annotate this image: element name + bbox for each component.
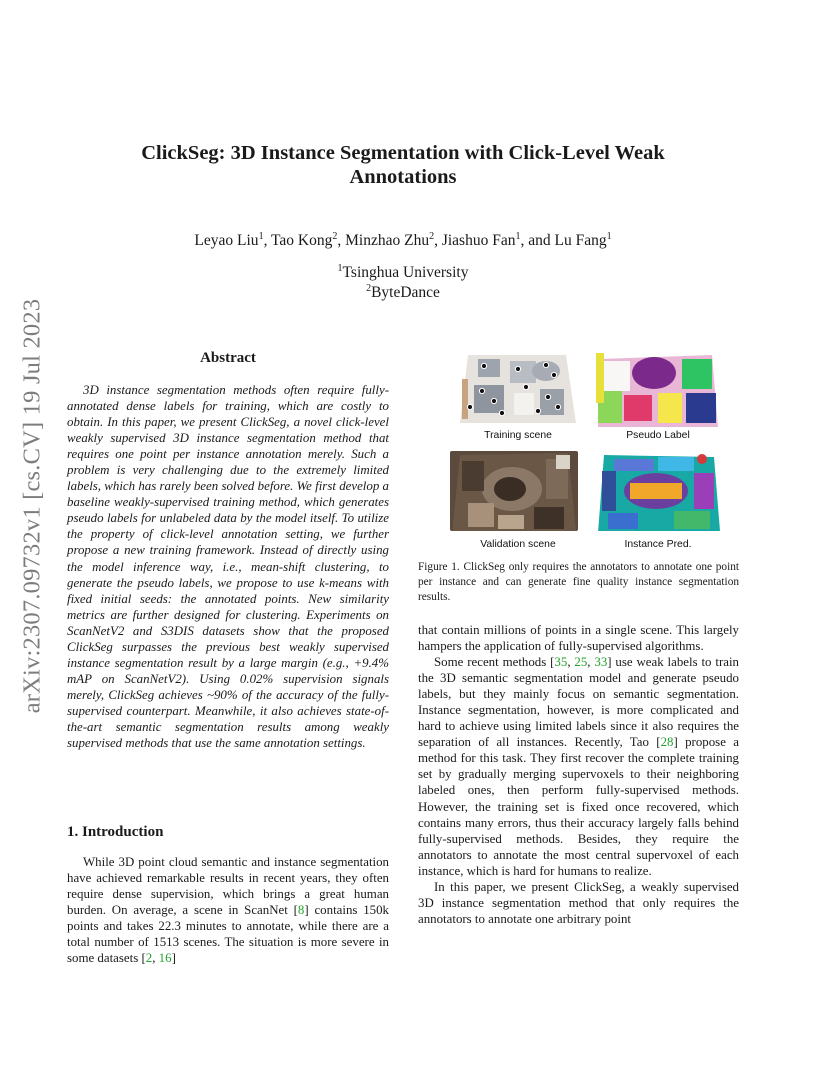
author-list: [100, 232, 706, 250]
section-heading-introduction: 1. Introduction: [67, 824, 164, 840]
paper-title: [100, 141, 706, 189]
author-affiliation-mark: 2: [332, 231, 338, 242]
figure-panel-validation-scene: [450, 451, 578, 531]
title-line-1: ClickSeg: 3D Instance Segmentation with Click-Level Weak: [141, 142, 665, 164]
author-affiliation-mark: 2: [429, 231, 435, 242]
text-run: ] contains 150k points and takes 22.3 minutes to annotate, while there are a total number of 1513 scenes. The situation is more severe in some datasets [: [67, 903, 389, 966]
author-separator: , and: [520, 232, 555, 249]
arxiv-stamp: [14, 296, 50, 716]
text-run: While 3D point cloud semantic and instance segmentation have achieved remarkable results in recent years, they often require dense supervision, which brings a great human burden. On average, a scene in ScanNet [: [67, 855, 389, 918]
author-separator: ,: [434, 232, 442, 249]
body-paragraph: [418, 654, 739, 879]
figure-panel-pseudo-label: [594, 351, 722, 431]
text-run: ,: [567, 655, 575, 670]
citation-link[interactable]: 16: [158, 951, 172, 966]
abstract-body: [67, 382, 389, 751]
author-name: Minzhao Zhu: [345, 232, 430, 249]
text-run: ] propose a method for this task. They first recover the complete training set by gradually merging supervoxels to their neighboring labeled ones, then perform fully-supervised methods. However, the training set is fixed once recovered, which contains many errors, thus their accuracy largely falls behind fully-supervised methods. Besides, they require the annotators to annotate the most central supervoxel of each instance, which is hard for humans to realize.: [418, 735, 739, 878]
text-run: that contain millions of points in a single scene. This largely hampers the application of fully-supervised algorithms.: [418, 623, 739, 654]
author-name: Tao Kong: [271, 232, 333, 249]
panel-caption-pseudo-label: Pseudo Label: [626, 430, 690, 441]
abstract-heading: Abstract: [200, 350, 256, 366]
intro-paragraph: [67, 854, 389, 966]
text-run: ] use weak labels to train the 3D semantic segmentation model and generate pseudo labels, but they mainly focus on semantic segmentation. Instance segmentation, however, is more complicated and hard to achieve using limited labels since it also requires the separation of all instances. Recently, Tao [: [418, 655, 739, 750]
affiliation-2: $^2$ByteDance: [366, 283, 440, 301]
introduction-body: [67, 854, 389, 966]
citation-link[interactable]: 25: [574, 655, 588, 670]
author-affiliation-mark: 1: [515, 231, 521, 242]
author-separator: ,: [263, 232, 272, 249]
citation-link[interactable]: 35: [554, 655, 568, 670]
author-affiliation-mark: 1: [258, 231, 264, 242]
author-separator: ,: [337, 232, 346, 249]
title-line-2: Annotations: [349, 166, 457, 188]
citation-link[interactable]: 33: [594, 655, 608, 670]
text-run: ]: [171, 951, 176, 966]
author-affiliation-mark: 1: [606, 231, 612, 242]
figure-caption-text: Figure 1. ClickSeg only requires the annotators to annotate one point per instance and can generate fine quality instance segmentation results.: [418, 561, 739, 603]
body-paragraph: [418, 622, 739, 654]
figure-panel-instance-prediction: [594, 451, 722, 531]
figure-1-caption: [418, 560, 739, 605]
affiliation-1: $^1$Tsinghua University: [337, 263, 469, 281]
abstract-text: 3D instance segmentation methods often require fully-annotated dense labels for training, which are costly to obtain. In this paper, we present ClickSeg, a novel click-level weakly supervised 3D instance segmentation method that requires one point per instance annotation merely. Such a problem is very challenging due to the extremely limited labels, which has rarely been solved before. We first develop a baseline weakly-supervised training method, which generates pseudo labels for unlabeled data by the model itself. To utilize the property of click-level annotation setting, we further propose a new training framework. Instead of directly using the model inference way, i.e., mean-shift clustering, to generate the pseudo labels, we propose to use k-means with fixed initial seeds: the annotated points. New similarity metrics are further designed for clustering. Experiments on ScanNetV2 and S3DIS datasets show that the proposed ClickSeg surpasses the previous best weakly supervised instance segmentation result by a large margin (e.g., +9.4% mAP on ScanNetV2). Using 0.02% supervision signals merely, ClickSeg achieves ~90% of the accuracy of the fully-supervised counterpart. Meanwhile, it also achieves state-of-the-art semantic segmentation results among weakly supervised methods that use the same annotation settings.: [67, 383, 389, 751]
arxiv-identifier: arXiv:2307.09732v1 [cs.CV] 19 Jul 2023: [18, 298, 46, 714]
right-column-body: [418, 622, 739, 927]
author-name: Lu Fang: [554, 232, 607, 249]
text-run: In this paper, we present ClickSeg, a weakly supervised 3D instance segmentation method that only requires the annotators to annotate one arbitrary point: [418, 879, 739, 926]
citation-link[interactable]: 8: [297, 903, 305, 918]
panel-caption-instance-prediction: Instance Pred.: [624, 539, 692, 550]
citation-link[interactable]: 2: [145, 951, 153, 966]
text-run: Some recent methods [: [434, 655, 555, 670]
text-run: ,: [152, 951, 159, 966]
citation-link[interactable]: 28: [660, 735, 674, 750]
figure-panel-training-scene: [454, 349, 582, 429]
author-name: Jiashuo Fan: [441, 232, 516, 249]
panel-caption-training-scene: Training scene: [484, 430, 552, 441]
panel-caption-validation-scene: Validation scene: [480, 539, 556, 550]
body-paragraph: [418, 879, 739, 927]
figure-1: [446, 347, 746, 553]
text-run: ,: [587, 655, 595, 670]
author-name: Leyao Liu: [194, 232, 259, 249]
